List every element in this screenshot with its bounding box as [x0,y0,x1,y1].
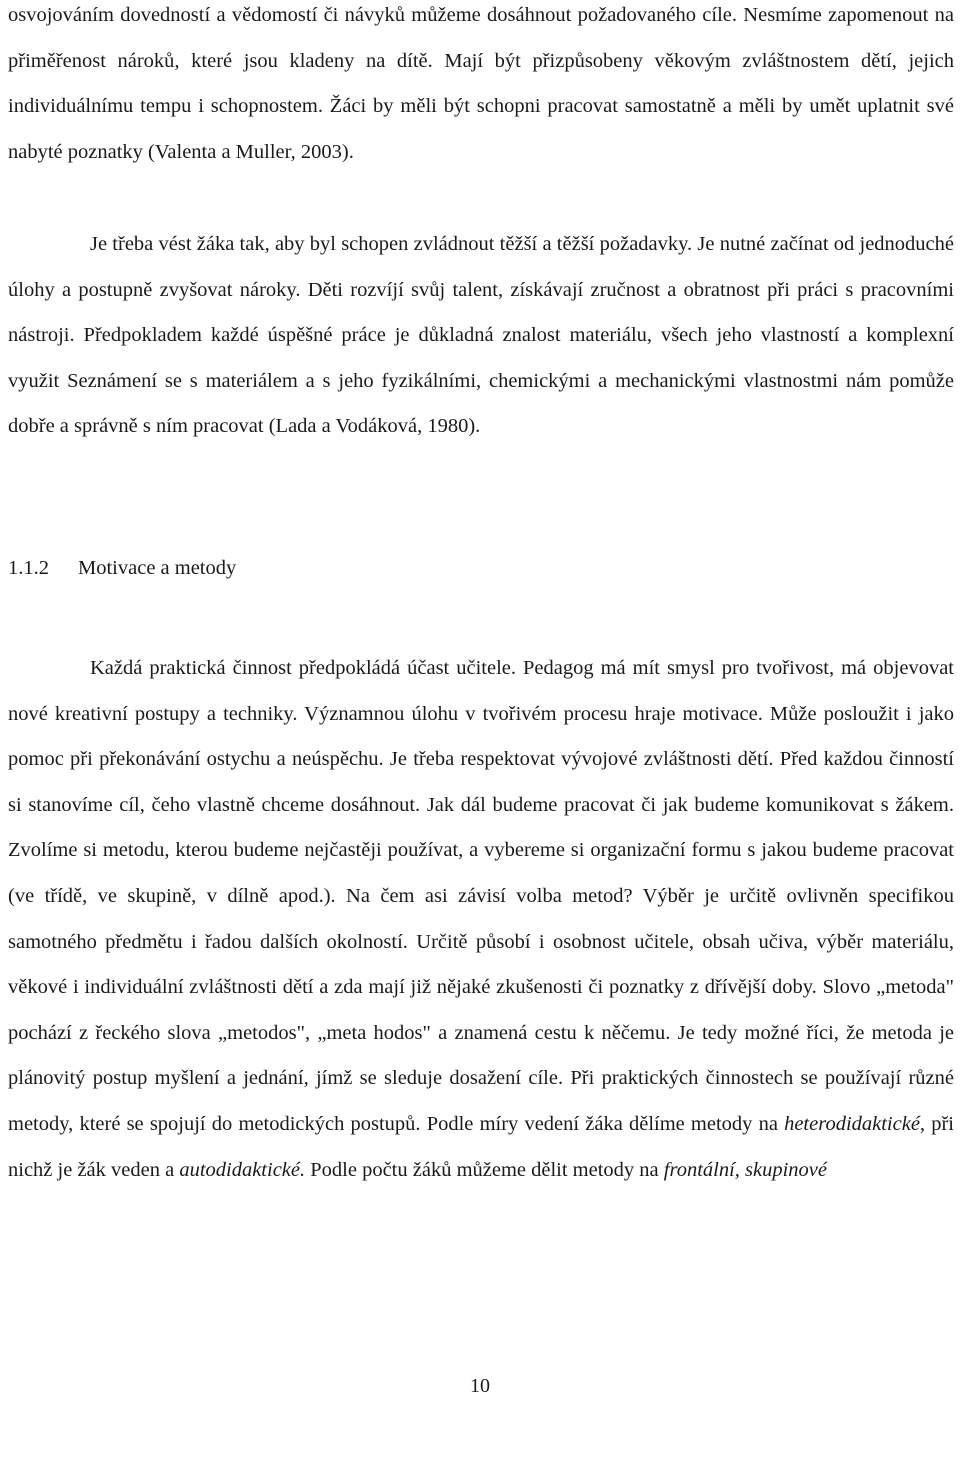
italic-term: autodidaktické. [179,1158,306,1181]
paragraph [8,646,954,1193]
text-run: Každá praktická činnost předpokládá účast učitele. Pedagog má mít smysl pro tvořivost, má objevovat nové kreativní postupy a techniky. Významnou úlohu v tvořivém procesu hraje motivace. Může posloužit i jako pomoc při překonávání ostychu a neúspěchu. Je třeba respektovat vývojové zvláštnosti dětí. Před každou činností si stanovíme cíl, čeho vlastně chceme dosáhnout. Jak dál budeme pracovat či jak budeme komunikovat s žákem. Zvolíme si metodu, kterou budeme nejčastěji používat, a vybereme si organizační formu s jakou budeme pracovat (ve třídě, ve skupině, v dílně apod.). Na čem asi závisí volba metod? Výběr je určitě ovlivněn specifikou samotného předmětu i řadou dalších okolností. Určitě působí i osobnost učitele, obsah učiva, výběr materiálu, věkové i individuální zvláštnosti dětí a zda mají již nějaké zkušenosti či poznatky z dřívější doby. Slovo „metoda" pochází z řeckého slova „metodos", „meta hodos" a znamená cestu k něčemu. Je tedy možné říci, že metoda je plánovitý postup myšlení a jednání, jímž se sleduje dosažení cíle. Při praktických činnostech se používají různé metody, které se spojují do metodických postupů. Podle míry vedení žáka dělíme metody na [8,657,954,1135]
text-run: při nichž je žák veden a [8,1112,954,1181]
italic-term: frontální, skupinové [663,1158,828,1181]
paragraph [8,222,954,450]
text-run: Podle počtu žáků můžeme dělit metody na [305,1158,664,1181]
page-number: 10 [470,1375,490,1397]
paragraph-text: Je třeba vést žáka tak, aby byl schopen zvládnout těžší a těžší požadavky. Je nutné začínat od jednoduché úlohy a postupně zvyšovat nároky. Děti rozvíjí svůj talent, získávají zručnost a obratnost při práci s pracovními nástroji. Předpokladem každé úspěšné práce je důkladná znalost materiálu, všech jeho vlastností a komplexní využit Seznámení se s materiálem a s jeho fyzikálními, chemickými a mechanickými vlastnostmi nám pomůže dobře a správně s ním pracovat (Lada a Vodáková, 1980). [8,233,954,438]
paragraph-continuation [8,0,954,175]
section-number: 1.1.2 [8,557,49,579]
section-title: Motivace a metody [78,557,237,579]
italic-term: heterodidaktické, [784,1112,926,1135]
paragraph-text [8,646,954,1193]
paragraph-text: osvojováním dovedností a vědomostí či návyků můžeme dosáhnout požadovaného cíle. Nesmíme zapomenout na přiměřenost nároků, které jsou kladeny na dítě. Mají být přizpůsobeny věkovým zvláštnostem dětí, jejich individuálnímu tempu i schopnostem. Žáci by měli být schopni pracovat samostatně a měli by umět uplatnit své nabyté poznatky (Valenta a Muller, 2003). [8,4,954,163]
section-heading [8,548,236,588]
